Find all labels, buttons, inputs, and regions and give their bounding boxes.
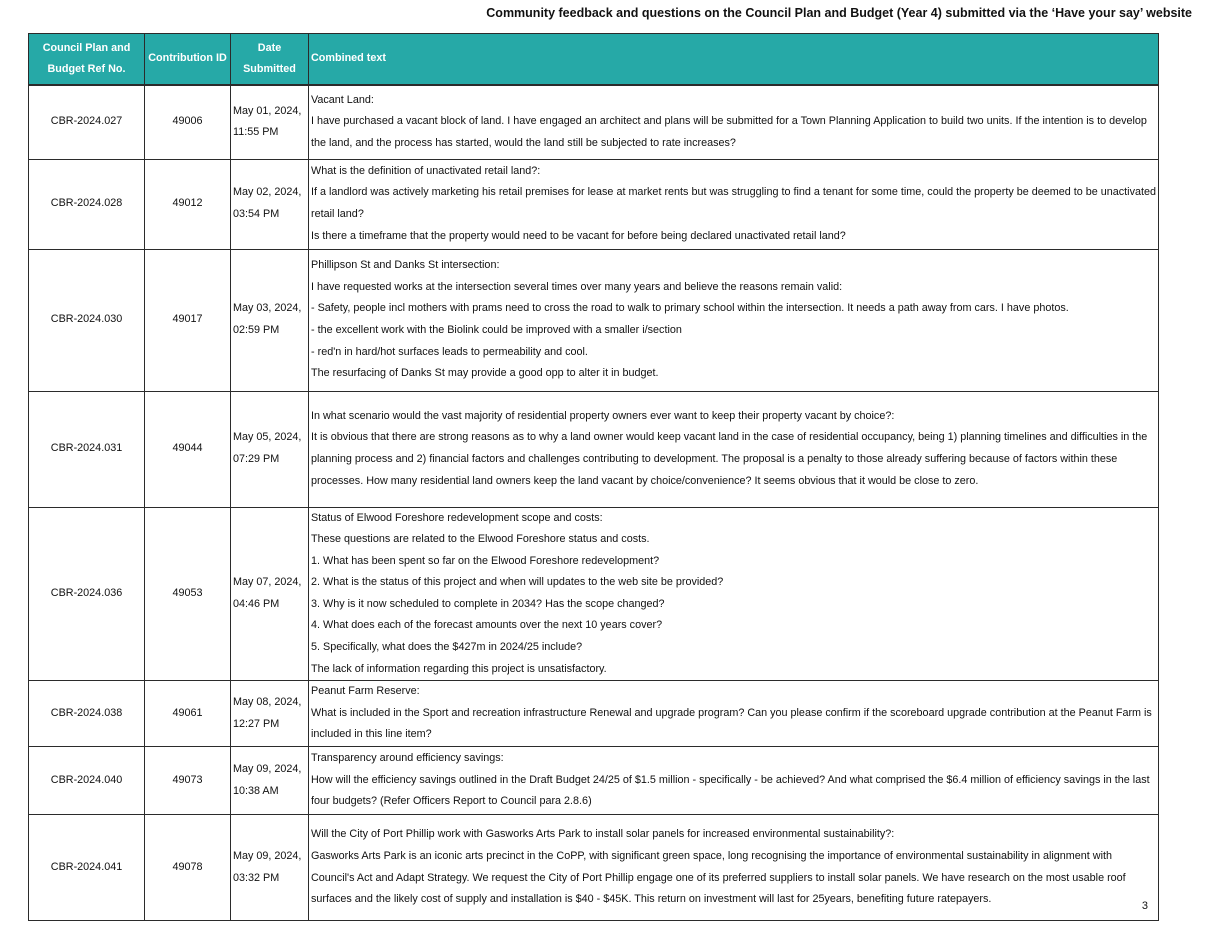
header-ref-no: Council Plan and Budget Ref No. bbox=[29, 34, 145, 86]
ref-no-cell: CBR-2024.041 bbox=[29, 815, 145, 921]
combined-text: Will the City of Port Phillip work with Gasworks Arts Park to install solar panels for increased environmental sustainability?: Gasworks Arts Park is an iconic arts precinct in the CoPP, with significant green space, long recognising the importance of environmental sustainability in alignment with Council's Act and Adapt Strategy. We request the City of Port Phillip engage one of its preferred suppliers to install solar panels. We have research on the most usable roof surfaces and the likely cost of supply and installation is $40 - $45K. This return on investment will last for 25years, benefiting future ratepayers. bbox=[311, 828, 1126, 906]
date-text: May 09, 2024, 10:38 AM bbox=[233, 762, 302, 797]
contribution-id-cell: 49053 bbox=[145, 507, 231, 681]
date-submitted-cell bbox=[231, 159, 309, 249]
date-submitted-cell bbox=[231, 507, 309, 681]
header-contribution-id: Contribution ID bbox=[145, 34, 231, 86]
table-row bbox=[29, 747, 1159, 815]
combined-text-cell: What is the definition of unactivated retail land?: If a landlord was actively marketing his retail premises for lease at market rents but was struggling to find a tenant for some time, could the property be deemed to be unactivated retail land? Is there a timeframe that the property would need to be vacant for before being declared unactivated retail land? bbox=[309, 159, 1159, 249]
contribution-id-cell: 49006 bbox=[145, 85, 231, 159]
contribution-id-cell: 49073 bbox=[145, 747, 231, 815]
table-row bbox=[29, 391, 1159, 507]
ref-no-cell: CBR-2024.040 bbox=[29, 747, 145, 815]
table-row bbox=[29, 85, 1159, 159]
table-row bbox=[29, 507, 1159, 681]
ref-no-cell: CBR-2024.027 bbox=[29, 85, 145, 159]
contribution-id-cell: 49061 bbox=[145, 681, 231, 747]
date-submitted-cell bbox=[231, 391, 309, 507]
date-submitted-cell bbox=[231, 815, 309, 921]
combined-text-cell: Vacant Land: I have purchased a vacant block of land. I have engaged an architect and plans will be submitted for a Town Planning Application to build two units. If the intention is to develop the land, and the process has started, would the land still be subjected to rate increases? bbox=[309, 85, 1159, 159]
table-row bbox=[29, 681, 1159, 747]
combined-text-cell: Status of Elwood Foreshore redevelopment scope and costs: These questions are related to the Elwood Foreshore status and costs. 1. What has been spent so far on the Elwood Foreshore redevelopment? 2. What is the status of this project and when will updates to the web site be provided? 3. Why is it now scheduled to complete in 2034? Has the scope changed? 4. What does each of the forecast amounts over the next 10 years cover? 5. Specifically, what does the $427m in 2024/25 include? The lack of information regarding this project is unsatisfactory. bbox=[309, 507, 1159, 681]
combined-text-cell: Transparency around efficiency savings: How will the efficiency savings outlined in the Draft Budget 24/25 of $1.5 million - specifically - be achieved? And what comprised the $6.4 million of efficiency savings in the last four budgets? (Refer Officers Report to Council para 2.8.6) bbox=[309, 747, 1159, 815]
table-row bbox=[29, 815, 1159, 921]
table-row bbox=[29, 249, 1159, 391]
page-number: 3 bbox=[1141, 900, 1148, 913]
header-date-submitted: Date Submitted bbox=[231, 34, 309, 86]
date-text: May 03, 2024, 02:59 PM bbox=[233, 302, 302, 336]
contribution-id-cell: 49012 bbox=[145, 159, 231, 249]
date-text: May 09, 2024, 03:32 PM bbox=[233, 849, 302, 884]
ref-no-cell: CBR-2024.031 bbox=[29, 391, 145, 507]
date-text: May 07, 2024, 04:46 PM bbox=[233, 576, 302, 610]
table-row bbox=[29, 159, 1159, 249]
contribution-id-cell: 49078 bbox=[145, 815, 231, 921]
date-text: May 01, 2024, 11:55 PM bbox=[233, 104, 302, 139]
combined-text-cell: Phillipson St and Danks St intersection: I have requested works at the intersection several times over many years and believe the reasons remain valid: - Safety, people incl mothers with prams need to cross the road to walk to primary school within the intersection. It needs a path away from cars. I have photos. - the excellent work with the Biolink could be improved with a smaller i/section - red'n in hard/hot surfaces leads to permeability and cool. The resurfacing of Danks St may provide a good opp to alter it in budget. bbox=[309, 249, 1159, 391]
date-submitted-cell bbox=[231, 249, 309, 391]
document-title: Community feedback and questions on the Council Plan and Budget (Year 4) submitted via the ‘Have your say’ website bbox=[486, 6, 1192, 20]
ref-no-cell: CBR-2024.028 bbox=[29, 159, 145, 249]
date-submitted-cell bbox=[231, 747, 309, 815]
contribution-id-cell: 49017 bbox=[145, 249, 231, 391]
contribution-id-cell: 49044 bbox=[145, 391, 231, 507]
ref-no-cell: CBR-2024.036 bbox=[29, 507, 145, 681]
date-submitted-cell bbox=[231, 85, 309, 159]
date-text: May 02, 2024, 03:54 PM bbox=[233, 186, 302, 220]
table-header-row bbox=[29, 34, 1159, 86]
combined-text-cell: In what scenario would the vast majority of residential property owners ever want to keep their property vacant by choice?: It is obvious that there are strong reasons as to why a land owner would keep vacant land in the case of residential occupancy, being 1) planning timelines and difficulties in the planning process and 2) financial factors and challenges contributing to development. The proposal is a penalty to those already suffering because of factors within these processes. How many residential land owners keep the land vacant by choice/convenience? It seems obvious that it would be close to zero. bbox=[309, 391, 1159, 507]
date-submitted-cell bbox=[231, 681, 309, 747]
header-combined-text: Combined text bbox=[309, 34, 1159, 86]
combined-text-cell: Peanut Farm Reserve: What is included in the Sport and recreation infrastructure Renewal and upgrade program? Can you please confirm if the scoreboard upgrade contribution at the Peanut Farm is included in this line item? bbox=[309, 681, 1159, 747]
date-text: May 05, 2024, 07:29 PM bbox=[233, 431, 302, 465]
ref-no-cell: CBR-2024.030 bbox=[29, 249, 145, 391]
combined-text-cell bbox=[309, 815, 1159, 921]
ref-no-cell: CBR-2024.038 bbox=[29, 681, 145, 747]
date-text: May 08, 2024, 12:27 PM bbox=[233, 696, 302, 730]
feedback-table bbox=[28, 33, 1159, 921]
